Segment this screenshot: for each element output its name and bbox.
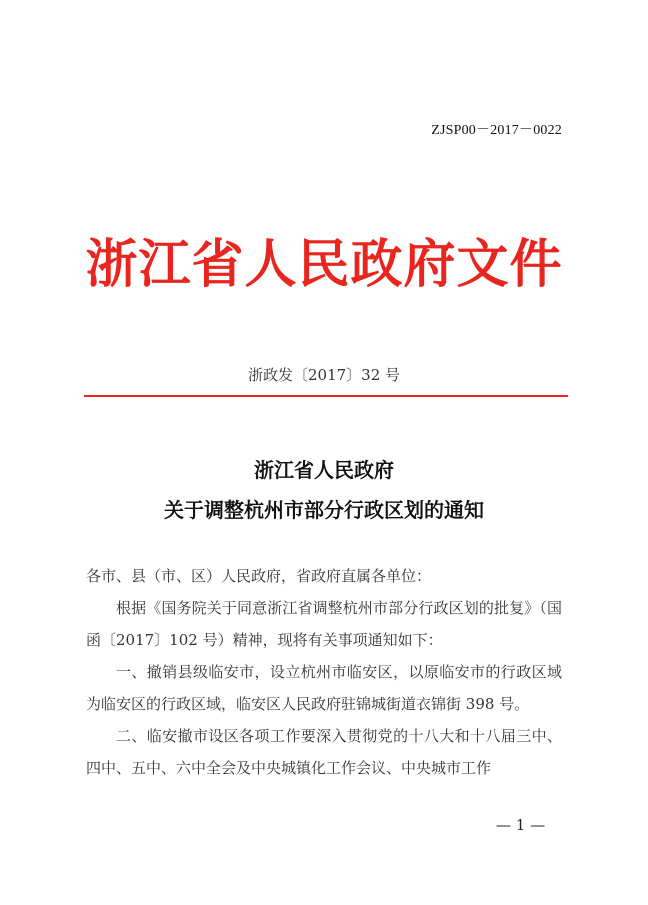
body-paragraph-3: 二、临安撤市设区各项工作要深入贯彻党的十八大和十八届三中、四中、五中、六中全会及中央城镇化工作会议、中央城市工作	[86, 727, 562, 777]
document-title-line-1: 浙江省人民政府	[254, 458, 394, 482]
red-divider-line	[84, 395, 568, 397]
masthead-title: 浙江省人民政府文件	[85, 234, 563, 295]
document-number: 浙政发〔2017〕32 号	[247, 366, 401, 384]
document-title-line-2: 关于调整杭州市部分行政区划的通知	[164, 498, 484, 522]
document-code: ZJSP00－2017－0022	[431, 123, 562, 138]
salutation: 各市、县（市、区）人民政府，省政府直属各单位：	[86, 567, 432, 585]
document-body	[86, 560, 562, 784]
body-paragraph-2: 一、撤销县级临安市，设立杭州市临安区，以原临安市的行政区域为临安区的行政区域，临安区人民政府驻锦城街道衣锦街 398 号。	[86, 663, 562, 713]
page-number: — 1 —	[496, 816, 546, 834]
body-paragraph-1: 根据《国务院关于同意浙江省调整杭州市部分行政区划的批复》（国函〔2017〕102 号）精神，现将有关事项通知如下：	[86, 599, 562, 649]
